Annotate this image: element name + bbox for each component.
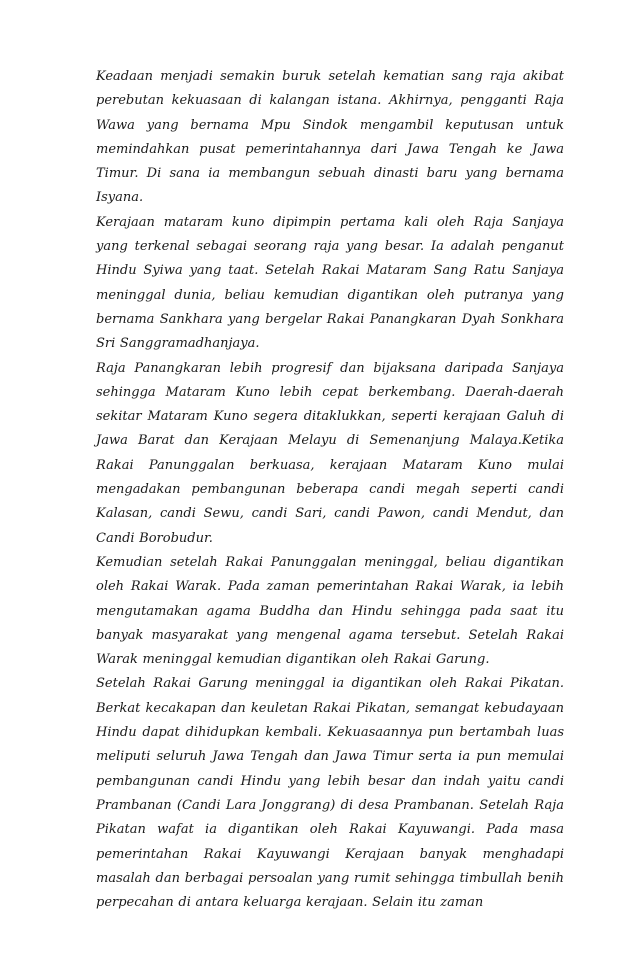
paragraph: Kerajaan mataram kuno dipimpin pertama kali oleh Raja Sanjaya yang terkenal sebagai seorang raja yang besar. Ia adalah penganut Hindu Syiwa yang taat. Setelah Rakai Mataram Sang Ratu Sanjaya meninggal dunia, beliau kemudian digantikan oleh putranya yang bernama Sankhara yang bergelar Rakai Panangkaran Dyah Sonkhara Sri Sanggramadhanjaya.: [96, 214, 564, 352]
paragraph: Setelah Rakai Garung meninggal ia digantikan oleh Rakai Pikatan. Berkat kecakapan dan keuletan Rakai Pikatan, semangat kebudayaan Hindu dapat dihidupkan kembali. Kekuasaannya pun bertambah luas meliputi seluruh Jawa Tengah dan Jawa Timur serta ia pun memulai pembangunan candi Hindu yang lebih besar dan indah yaitu candi Prambanan (Candi Lara Jonggrang) di desa Prambanan. Setelah Raja Pikatan wafat ia digantikan oleh Rakai Kayuwangi. Pada masa pemerintahan Rakai Kayuwangi Kerajaan banyak menghadapi masalah dan berbagai persoalan yang rumit sehingga timbullah benih perpecahan di antara keluarga kerajaan. Selain itu zaman: [96, 676, 564, 911]
paragraph: Kemudian setelah Rakai Panunggalan meninggal, beliau digantikan oleh Rakai Warak. Pada zaman pemerintahan Rakai Warak, ia lebih mengutamakan agama Buddha dan Hindu sehingga pada saat itu banyak masyarakat yang mengenal agama tersebut. Setelah Rakai Warak meninggal kemudian digantikan oleh Rakai Garung.: [96, 554, 564, 668]
paragraph: Keadaan menjadi semakin buruk setelah kematian sang raja akibat perebutan kekuasaan di kalangan istana. Akhirnya, pengganti Raja Wawa yang bernama Mpu Sindok mengambil keputusan untuk memindahkan pusat pemerintahannya dari Jawa Tengah ke Jawa Timur. Di sana ia membangun sebuah dinasti baru yang bernama Isyana.: [96, 69, 564, 206]
paragraph: Raja Panangkaran lebih progresif dan bijaksana daripada Sanjaya sehingga Mataram Kuno lebih cepat berkembang. Daerah-daerah sekitar Mataram Kuno segera ditaklukkan, seperti kerajaan Galuh di Jawa Barat dan Kerajaan Melayu di Semenanjung Malaya.Ketika Rakai Panunggalan berkuasa, kerajaan Mataram Kuno mulai mengadakan pembangunan beberapa candi megah seperti candi Kalasan, candi Sewu, candi Sari, candi Pawon, candi Mendut, dan Candi Borobudur.: [96, 360, 564, 546]
document-body: [96, 65, 564, 915]
